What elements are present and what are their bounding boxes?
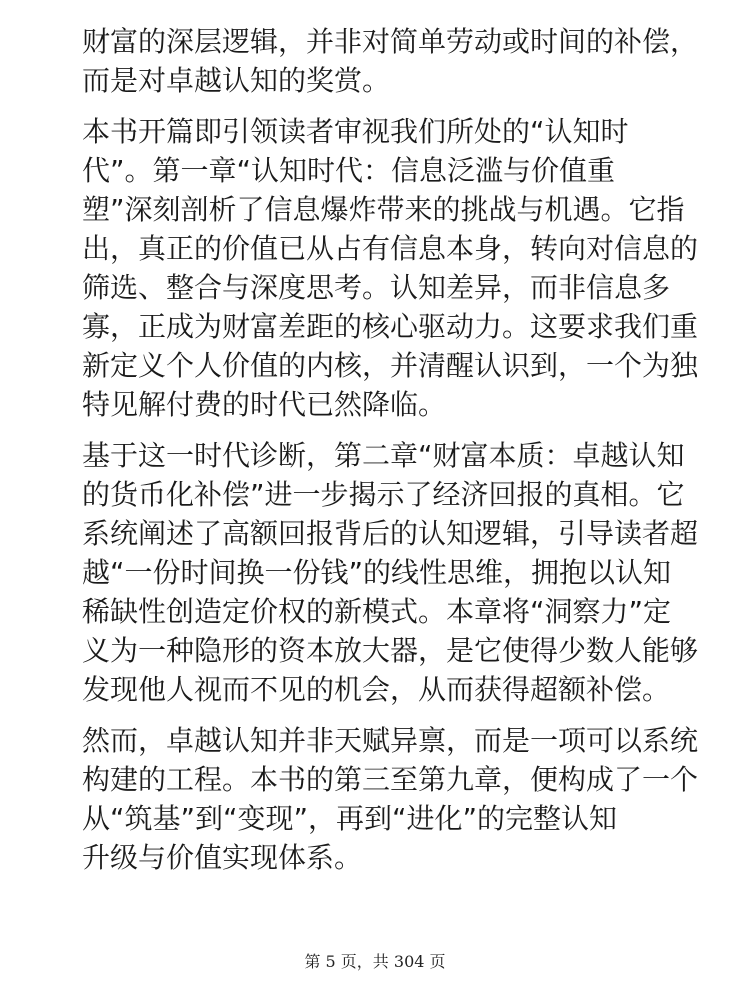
text-line: 升级与价值实现体系。	[82, 841, 363, 874]
paragraph-1	[82, 22, 699, 100]
text-line: 而是对卓越认知的奖赏。	[82, 64, 391, 97]
text-line: 义为一种隐形的资本放大器，是它使得少数人能够	[82, 634, 699, 667]
text-line: 构建的工程。本书的第三至第九章，便构成了一个	[82, 763, 699, 796]
paragraph-4	[82, 721, 699, 877]
text-line: 筛选、整合与深度思考。认知差异，而非信息多	[82, 271, 671, 304]
text-line: 代”。第一章“认知时代：信息泛滥与价值重	[82, 154, 616, 187]
text-line: 特见解付费的时代已然降临。	[82, 388, 447, 421]
body-text	[82, 22, 699, 889]
text-line: 塑”深刻剖析了信息爆炸带来的挑战与机遇。它指	[82, 193, 685, 226]
text-line: 发现他人视而不见的机会，从而获得超额补偿。	[82, 673, 671, 706]
text-line: 寡，正成为财富差距的核心驱动力。这要求我们重	[82, 310, 699, 343]
text-line: 的货币化补偿”进一步揭示了经济回报的真相。它	[82, 478, 685, 511]
text-line: 稀缺性创造定价权的新模式。本章将“洞察力”定	[82, 595, 672, 628]
page-number: 第 5 页，共 304 页	[304, 952, 446, 971]
text-line: 基于这一时代诊断，第二章“财富本质：卓越认知	[82, 439, 685, 472]
text-line: 财富的深层逻辑，并非对简单劳动或时间的补偿，	[82, 25, 699, 58]
text-line: 从“筑基”到“变现”，再到“进化”的完整认知	[82, 802, 618, 835]
text-line: 新定义个人价值的内核，并清醒认识到，一个为独	[82, 349, 699, 382]
text-line: 本书开篇即引领读者审视我们所处的“认知时	[82, 115, 629, 148]
paragraph-3	[82, 436, 699, 709]
text-line: 越“一份时间换一份钱”的线性思维，拥抱以认知	[82, 556, 672, 589]
text-line: 然而，卓越认知并非天赋异禀，而是一项可以系统	[82, 724, 699, 757]
paragraph-2	[82, 112, 699, 424]
text-line: 出，真正的价值已从占有信息本身，转向对信息的	[82, 232, 699, 265]
text-line: 系统阐述了高额回报背后的认知逻辑，引导读者超	[82, 517, 699, 550]
